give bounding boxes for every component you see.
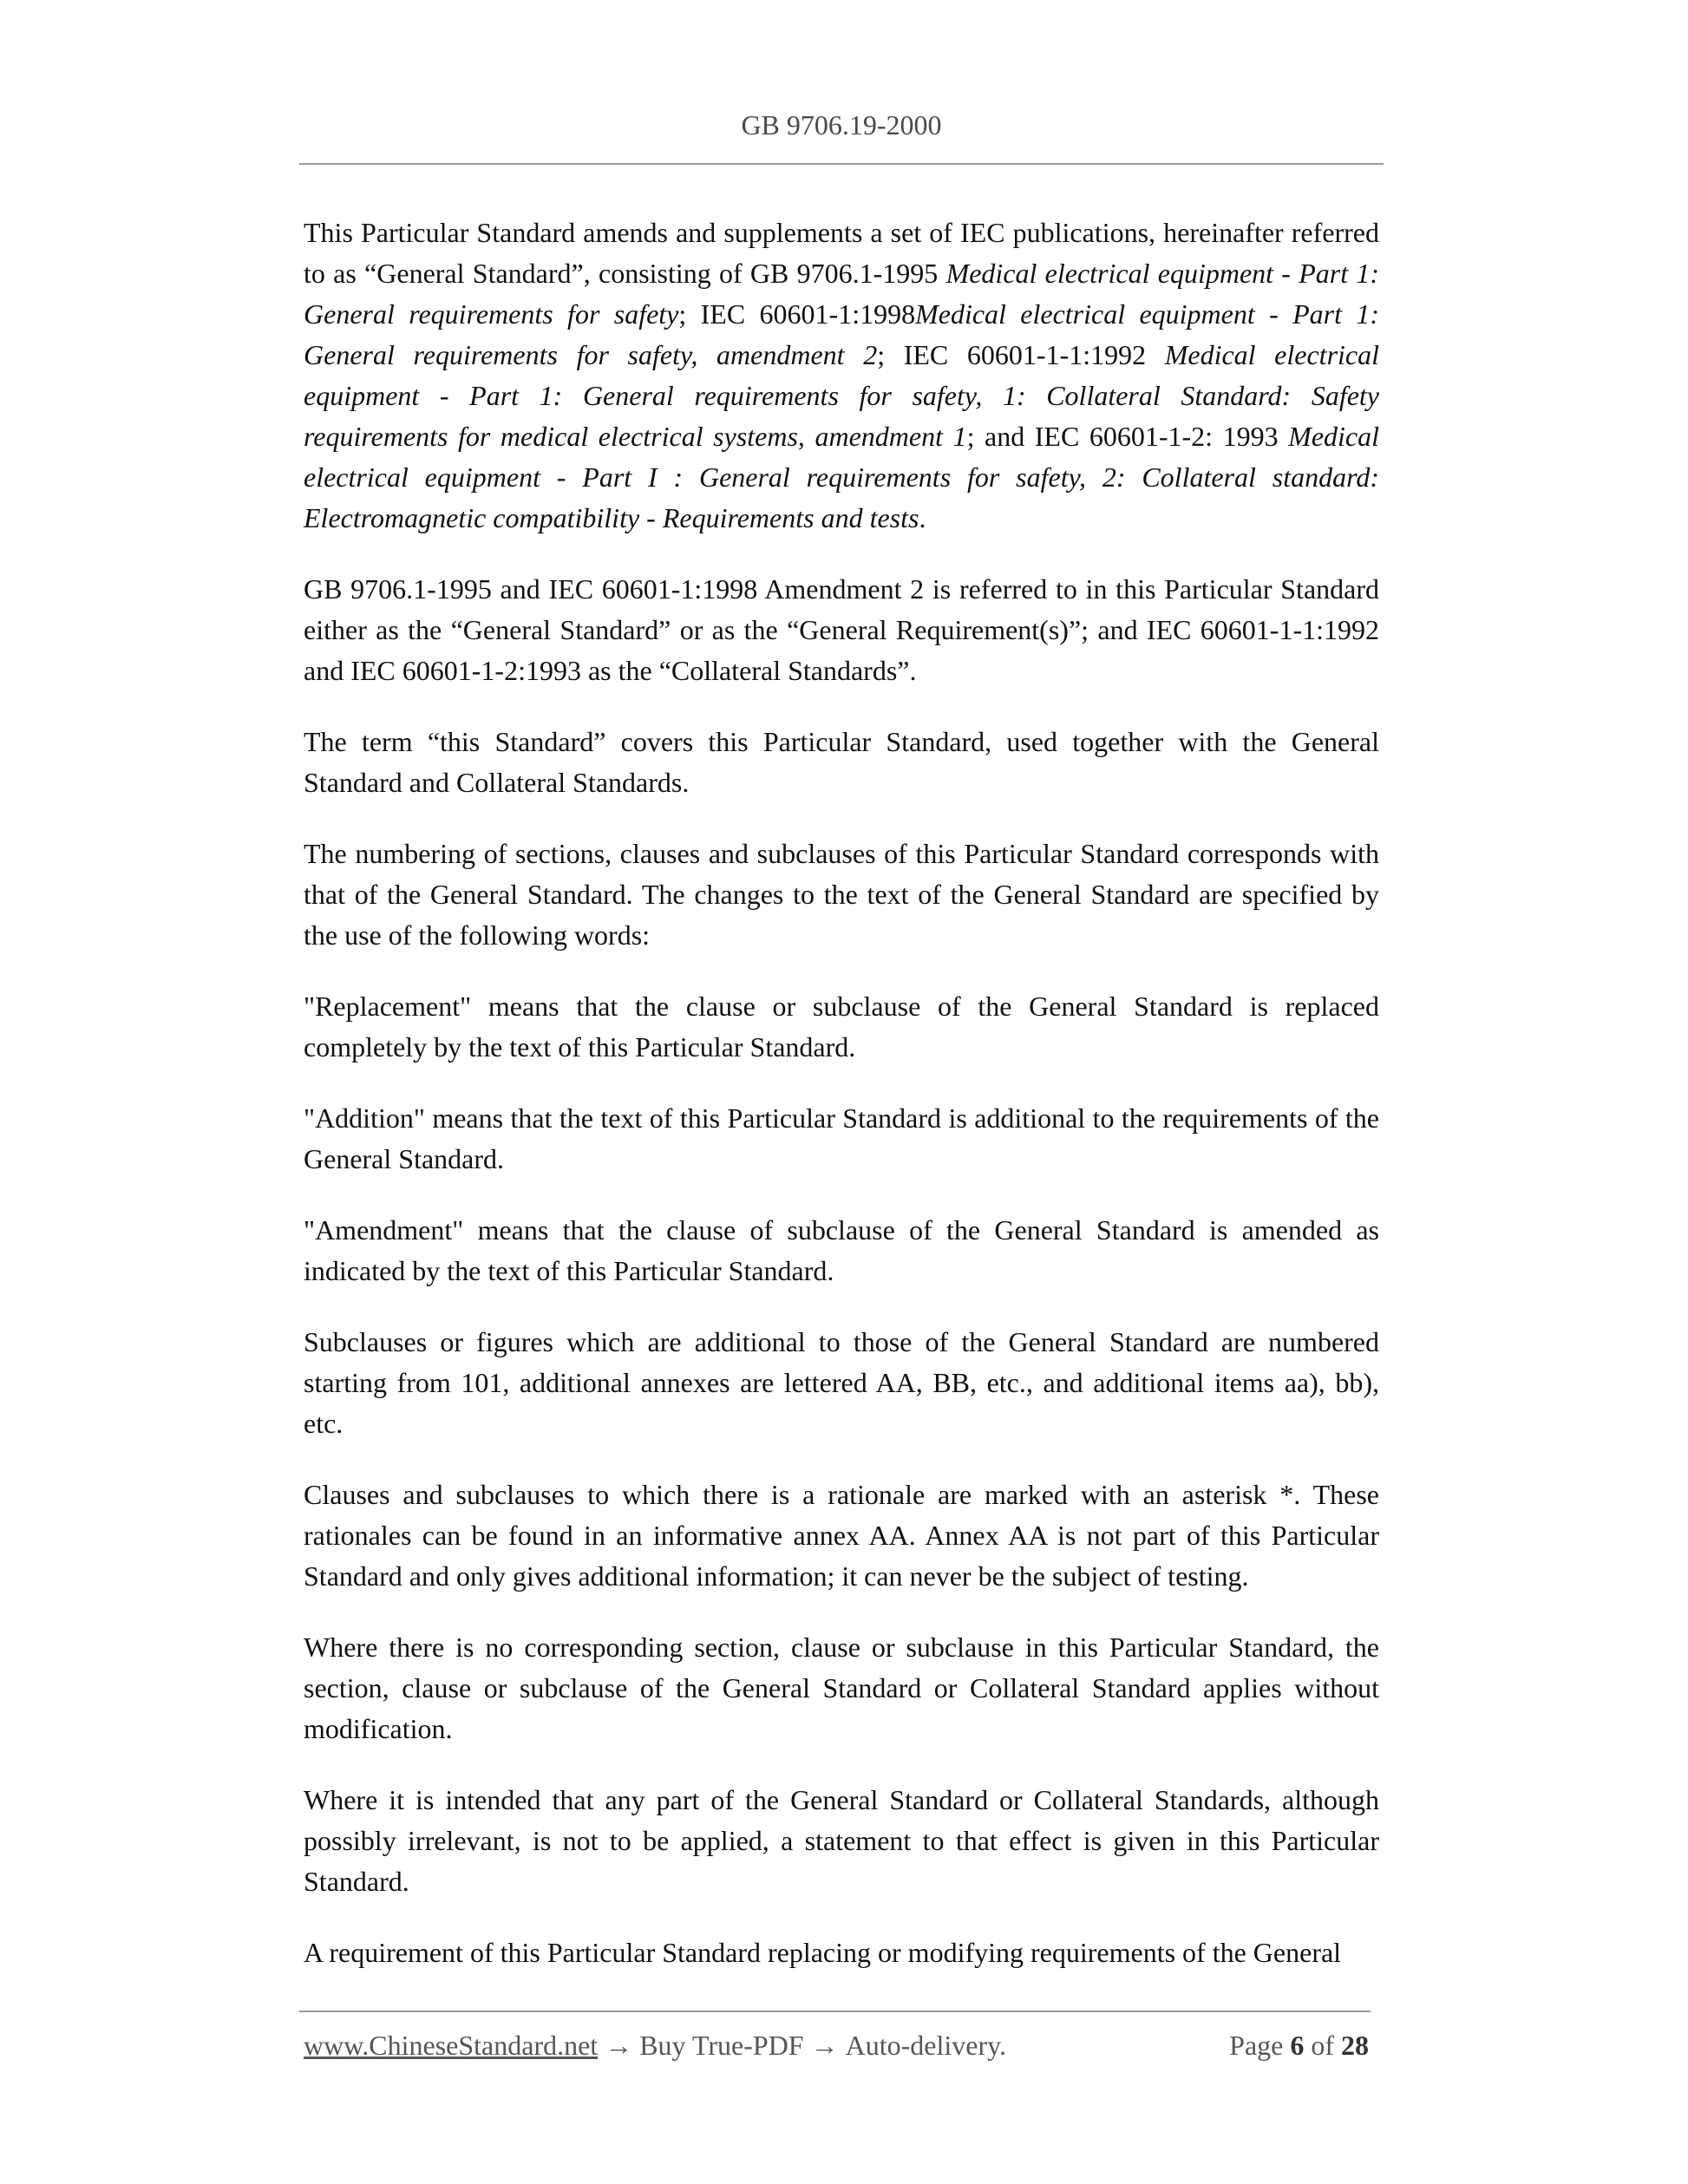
p1-text-3: ; IEC 60601-1-1:1992 <box>877 339 1165 370</box>
paragraph-8: Subclauses or figures which are additional to those of the General Standard are numbered starting from 101, additional annexes are lettered AA, BB, etc., and additional items aa), bb), etc. <box>304 1326 1379 1439</box>
website-link[interactable]: www.ChineseStandard.net <box>304 2030 599 2061</box>
p1-title-1: Medical electrical equipment - Part 1: General requirements for safety <box>304 258 1380 330</box>
page-total: 28 <box>1341 2030 1369 2061</box>
document-body <box>304 213 1379 2004</box>
page-header-title: GB 9706.19-2000 <box>741 109 942 141</box>
paragraph-2: GB 9706.1-1995 and IEC 60601-1:1998 Amendment 2 is referred to in this Particular Standard either as the “General Standard” or as the “General Requirement(s)”; and IEC 60601-1-1:1992 and IEC 60601-1-2:1993 as the “Collateral Standards”. <box>304 573 1379 686</box>
p1-text-4: ; and IEC 60601-1-2: 1993 <box>966 421 1289 452</box>
arrow-right-icon: → <box>810 2030 839 2061</box>
p1-text-5: . <box>919 502 926 533</box>
paragraph-9: Clauses and subclauses to which there is a rationale are marked with an asterisk *. These rationales can be found in an informative annex AA. Annex AA is not part of this Particular Standard and only gives additional information; it can never be the subject of testing. <box>304 1479 1379 1592</box>
paragraph-7: "Amendment" means that the clause of subclause of the General Standard is amended as indicated by the text of this Particular Standard. <box>304 1214 1379 1286</box>
paragraph-1 <box>304 213 1379 539</box>
paragraph-3: The term “this Standard” covers this Particular Standard, used together with the General Standard and Collateral Standards. <box>304 726 1379 798</box>
paragraph-11: Where it is intended that any part of the General Standard or Collateral Standards, although possibly irrelevant, is not to be applied, a statement to that effect is given in this Particular Standard. <box>304 1784 1379 1897</box>
paragraph-4: The numbering of sections, clauses and subclauses of this Particular Standard corresponds with that of the General Standard. The changes to the text of the General Standard are specified by the use of the following words: <box>304 838 1379 951</box>
page-current: 6 <box>1290 2030 1305 2061</box>
arrow-right-icon: → <box>605 2030 633 2061</box>
page-of-label: of <box>1311 2030 1334 2061</box>
paragraph-12: A requirement of this Particular Standard replacing or modifying requirements of the General <box>304 1937 1342 1968</box>
p1-title-2: Medical electrical equipment - Part 1: General requirements for safety, amendment 2 <box>304 298 1380 370</box>
page-number <box>1229 2030 1369 2062</box>
p1-text-1: This Particular Standard amends and supplements a set of IEC publications, hereinafter referred to as “General Standard”, consisting of GB 9706.1-1995 <box>304 217 1379 289</box>
header-divider <box>299 163 1384 165</box>
p1-title-4: Medical electrical equipment - Part I : General requirements for safety, 2: Collateral standard: Electromagnetic compatibility - Requirements and tests <box>304 421 1380 533</box>
page-label: Page <box>1229 2030 1284 2061</box>
paragraph-6: "Addition" means that the text of this Particular Standard is additional to the requirements of the General Standard. <box>304 1102 1379 1174</box>
paragraph-5: "Replacement" means that the clause or subclause of the General Standard is replaced completely by the text of this Particular Standard. <box>304 991 1379 1063</box>
footer-divider <box>299 2011 1371 2012</box>
auto-delivery-text: Auto-delivery. <box>845 2030 1007 2061</box>
p1-title-3: Medical electrical equipment - Part 1: General requirements for safety, 1: Collateral Standard: Safety requirements for medical electrical systems, amendment 1 <box>304 339 1380 452</box>
paragraph-10: Where there is no corresponding section, clause or subclause in this Particular Standard, the section, clause or subclause of the General Standard or Collateral Standard applies without modification. <box>304 1631 1379 1744</box>
buy-pdf-text: Buy True-PDF <box>639 2030 804 2061</box>
footer-promo <box>304 2030 1006 2062</box>
page-footer <box>304 2030 1369 2062</box>
p1-text-2: ; IEC 60601-1:1998 <box>678 298 916 330</box>
